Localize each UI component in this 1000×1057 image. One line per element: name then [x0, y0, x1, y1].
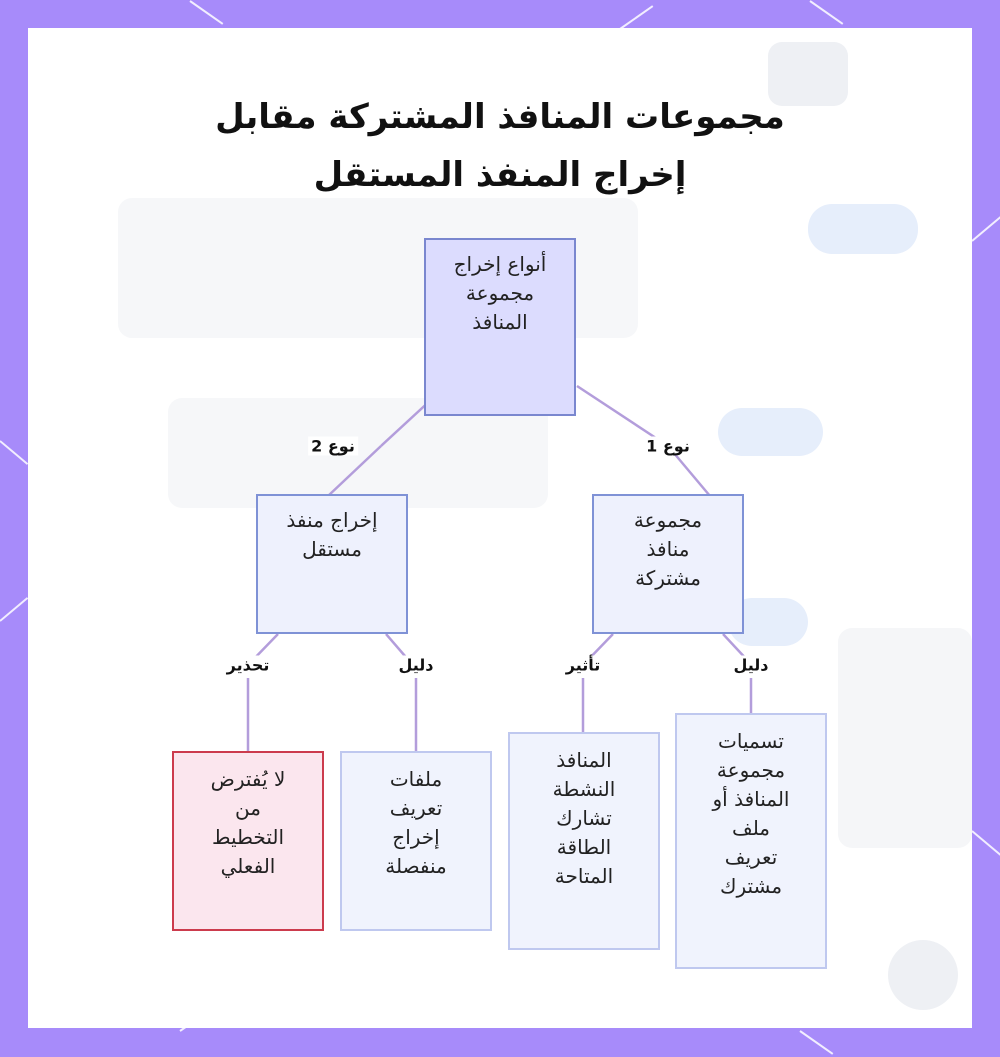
node-no-assumption-warning: لا يُفترض من التخطيط الفعلي [172, 751, 324, 931]
frame-decoration [971, 215, 1000, 242]
edge-label-type-1: نوع 1 [643, 437, 693, 456]
node-shared-labels: تسميات مجموعة المنافذ أو ملف تعريف مشترك [675, 713, 827, 969]
diagram-panel [28, 28, 972, 1028]
frame-decoration [809, 0, 843, 25]
frame-decoration [0, 440, 28, 465]
edge-label-guide-left: دليل [395, 656, 436, 675]
frame-decoration [189, 0, 223, 25]
title-line-1: مجموعات المنافذ المشتركة مقابل [215, 97, 785, 137]
edge-label-type-2: نوع 2 [308, 437, 358, 456]
edge-label-effect: تأثير [563, 656, 604, 675]
node-independent-port-output: إخراج منفذ مستقل [256, 494, 408, 634]
node-shared-port-group: مجموعة منافذ مشتركة [592, 494, 744, 634]
edge-label-warning: تحذير [224, 656, 273, 675]
title-line-2: إخراج المنفذ المستقل [313, 155, 687, 195]
node-root: أنواع إخراج مجموعة المنافذ [424, 238, 576, 416]
node-separate-profiles: ملفات تعريف إخراج منفصلة [340, 751, 492, 931]
frame-decoration [619, 5, 653, 30]
frame-decoration [971, 830, 1000, 857]
connector-lines [28, 28, 972, 1028]
frame-decoration [799, 1030, 833, 1055]
edge-label-guide-right: دليل [730, 656, 771, 675]
node-active-ports: المنافذ النشطة تشارك الطاقة المتاحة [508, 732, 660, 950]
frame-decoration [0, 597, 28, 622]
